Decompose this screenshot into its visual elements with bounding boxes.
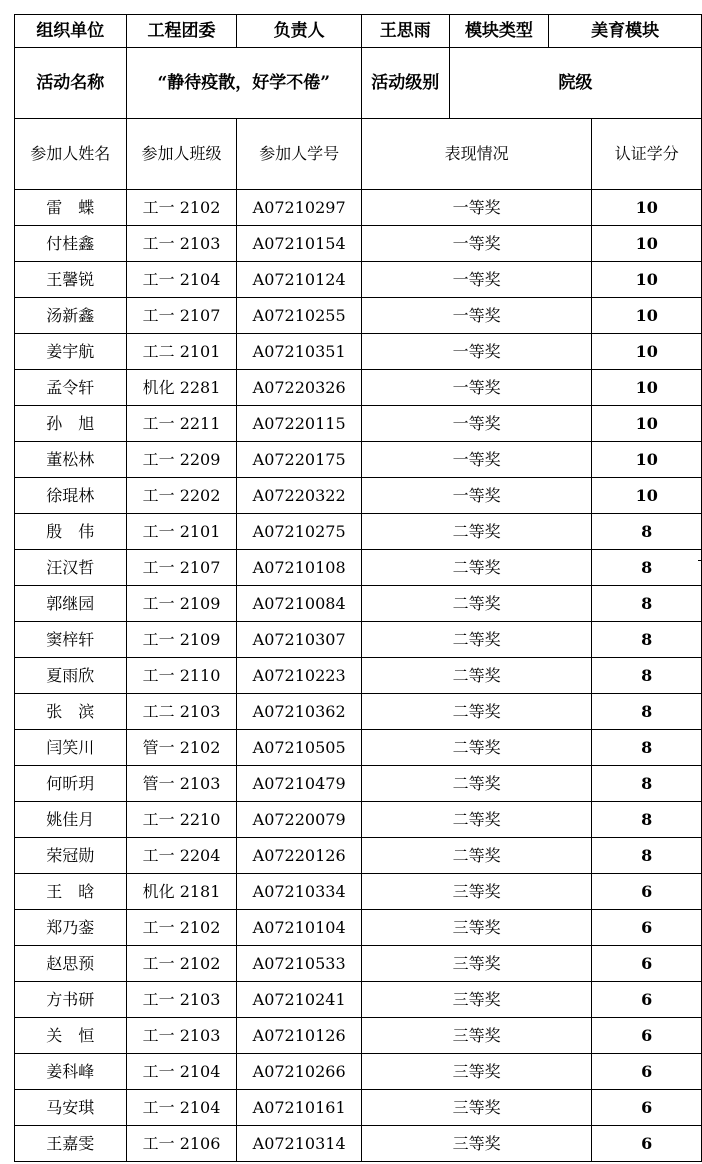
leader-value: 王思雨: [361, 15, 449, 48]
participant-id: A07210255: [237, 298, 361, 334]
participant-class: 管一 2102: [126, 730, 237, 766]
participant-credit: 10: [592, 442, 702, 478]
participant-id: A07210266: [237, 1054, 361, 1090]
participant-credit: 6: [592, 910, 702, 946]
participant-performance: 二等奖: [361, 802, 592, 838]
participant-performance: 二等奖: [361, 658, 592, 694]
participant-class: 工一 2109: [126, 622, 237, 658]
participant-id: A07220326: [237, 370, 361, 406]
participant-credit: 6: [592, 1018, 702, 1054]
org-label: 组织单位: [15, 15, 127, 48]
participant-performance: 一等奖: [361, 190, 592, 226]
participant-id: A07210307: [237, 622, 361, 658]
participant-credit: 10: [592, 226, 702, 262]
participant-performance: 二等奖: [361, 550, 592, 586]
activity-name-label: 活动名称: [15, 48, 127, 119]
participant-performance: 一等奖: [361, 370, 592, 406]
participant-name: 姜科峰: [15, 1054, 127, 1090]
participant-id: A07210223: [237, 658, 361, 694]
participant-performance: 三等奖: [361, 1126, 592, 1162]
participant-class: 工一 2102: [126, 910, 237, 946]
participant-id: A07220126: [237, 838, 361, 874]
participant-performance: 二等奖: [361, 766, 592, 802]
participant-name: 王 晗: [15, 874, 127, 910]
activity-name-value: “静待疫散，好学不倦”: [126, 48, 361, 119]
participant-name: 关 恒: [15, 1018, 127, 1054]
participant-credit: 8: [592, 694, 702, 730]
table-row: [15, 190, 702, 226]
table-row: [15, 694, 702, 730]
participant-performance: 一等奖: [361, 406, 592, 442]
participant-name: 姜宇航: [15, 334, 127, 370]
participant-id: A07220079: [237, 802, 361, 838]
participant-name: 孙 旭: [15, 406, 127, 442]
col-header-class: 参加人班级: [126, 119, 237, 190]
table-row: [15, 802, 702, 838]
participant-id: A07210334: [237, 874, 361, 910]
participant-credit: 10: [592, 190, 702, 226]
table-row: [15, 550, 702, 586]
participant-performance: 一等奖: [361, 478, 592, 514]
participant-credit: 8: [592, 550, 702, 586]
participant-class: 工一 2104: [126, 1054, 237, 1090]
table-row: [15, 982, 702, 1018]
table-row: [15, 838, 702, 874]
table-row: [15, 730, 702, 766]
participant-class: 工一 2102: [126, 190, 237, 226]
participant-id: A07210275: [237, 514, 361, 550]
table-row: [15, 262, 702, 298]
participant-credit: 8: [592, 514, 702, 550]
participant-performance: 二等奖: [361, 730, 592, 766]
table-row: [15, 910, 702, 946]
table-row: [15, 622, 702, 658]
participant-name: 孟令轩: [15, 370, 127, 406]
participant-id: A07210084: [237, 586, 361, 622]
participant-class: 机化 2281: [126, 370, 237, 406]
table-row: [15, 586, 702, 622]
participant-name: 窦梓轩: [15, 622, 127, 658]
participant-id: A07220115: [237, 406, 361, 442]
participant-credit: 10: [592, 334, 702, 370]
participant-class: 工一 2204: [126, 838, 237, 874]
participant-name: 王嘉雯: [15, 1126, 127, 1162]
participant-name: 郑乃銮: [15, 910, 127, 946]
participant-id: A07210362: [237, 694, 361, 730]
table-row: [15, 1054, 702, 1090]
col-header-name: 参加人姓名: [15, 119, 127, 190]
participant-class: 工一 2103: [126, 1018, 237, 1054]
participant-class: 工一 2103: [126, 982, 237, 1018]
participant-name: 雷 蝶: [15, 190, 127, 226]
participant-id: A07220175: [237, 442, 361, 478]
participant-performance: 一等奖: [361, 334, 592, 370]
participant-performance: 三等奖: [361, 982, 592, 1018]
participant-class: 工二 2103: [126, 694, 237, 730]
participant-name: 汤新鑫: [15, 298, 127, 334]
participant-id: A07210505: [237, 730, 361, 766]
participant-id: A07210126: [237, 1018, 361, 1054]
table-row: [15, 442, 702, 478]
table-row: [15, 478, 702, 514]
participant-class: 工一 2103: [126, 226, 237, 262]
activity-level-label: 活动级别: [361, 48, 449, 119]
participant-name: 汪汉哲: [15, 550, 127, 586]
participant-credit: 6: [592, 982, 702, 1018]
participant-id: A07210479: [237, 766, 361, 802]
participant-credit: 10: [592, 478, 702, 514]
participant-performance: 三等奖: [361, 910, 592, 946]
participant-class: 工一 2110: [126, 658, 237, 694]
participant-id: A07210124: [237, 262, 361, 298]
table-row: [15, 1090, 702, 1126]
participant-class: 工一 2107: [126, 550, 237, 586]
participant-performance: 三等奖: [361, 946, 592, 982]
participant-performance: 二等奖: [361, 838, 592, 874]
participant-name: 殷 伟: [15, 514, 127, 550]
header-row: [15, 15, 702, 48]
participant-performance: 三等奖: [361, 1018, 592, 1054]
participant-performance: 二等奖: [361, 514, 592, 550]
participant-performance: 二等奖: [361, 694, 592, 730]
table-row: [15, 370, 702, 406]
participant-credit: 6: [592, 1090, 702, 1126]
participant-class: 工一 2102: [126, 946, 237, 982]
participant-class: 工一 2107: [126, 298, 237, 334]
participant-id: A07210104: [237, 910, 361, 946]
participant-performance: 三等奖: [361, 1054, 592, 1090]
participant-name: 马安琪: [15, 1090, 127, 1126]
participant-credit: 10: [592, 298, 702, 334]
table-row: [15, 226, 702, 262]
col-header-id: 参加人学号: [237, 119, 361, 190]
participant-id: A07210314: [237, 1126, 361, 1162]
table-row: [15, 766, 702, 802]
participant-name: 闫笑川: [15, 730, 127, 766]
column-header-row: [15, 119, 702, 190]
participant-credit: 8: [592, 658, 702, 694]
table-row: [15, 1018, 702, 1054]
participant-name: 方书研: [15, 982, 127, 1018]
participant-class: 工一 2101: [126, 514, 237, 550]
participant-name: 夏雨欣: [15, 658, 127, 694]
activity-level-value: 院级: [449, 48, 701, 119]
margin-mark: [698, 560, 702, 561]
col-header-credit: 认证学分: [592, 119, 702, 190]
participant-performance: 二等奖: [361, 622, 592, 658]
participant-credit: 8: [592, 766, 702, 802]
table-row: [15, 946, 702, 982]
participant-name: 付桂鑫: [15, 226, 127, 262]
participant-class: 机化 2181: [126, 874, 237, 910]
participant-id: A07210108: [237, 550, 361, 586]
participant-class: 工一 2211: [126, 406, 237, 442]
participant-name: 赵思预: [15, 946, 127, 982]
participant-id: A07210241: [237, 982, 361, 1018]
participant-name: 徐琨林: [15, 478, 127, 514]
participant-credit: 8: [592, 802, 702, 838]
participant-class: 工一 2109: [126, 586, 237, 622]
activity-row: [15, 48, 702, 119]
participant-credit: 8: [592, 730, 702, 766]
participant-class: 工一 2106: [126, 1126, 237, 1162]
participant-credit: 6: [592, 874, 702, 910]
award-credit-table: [14, 14, 702, 1162]
participant-performance: 三等奖: [361, 1090, 592, 1126]
module-value: 美育模块: [549, 15, 702, 48]
participant-name: 张 滨: [15, 694, 127, 730]
participant-id: A07210297: [237, 190, 361, 226]
col-header-performance: 表现情况: [361, 119, 592, 190]
table-row: [15, 298, 702, 334]
participant-name: 何昕玥: [15, 766, 127, 802]
participant-class: 工一 2210: [126, 802, 237, 838]
participant-credit: 8: [592, 622, 702, 658]
participant-name: 姚佳月: [15, 802, 127, 838]
participant-class: 工二 2101: [126, 334, 237, 370]
participant-performance: 一等奖: [361, 298, 592, 334]
participant-credit: 10: [592, 262, 702, 298]
participant-id: A07210154: [237, 226, 361, 262]
participant-credit: 10: [592, 370, 702, 406]
module-label: 模块类型: [449, 15, 549, 48]
participant-credit: 6: [592, 1126, 702, 1162]
participant-id: A07210161: [237, 1090, 361, 1126]
participant-performance: 一等奖: [361, 226, 592, 262]
table-row: [15, 514, 702, 550]
participant-credit: 6: [592, 946, 702, 982]
participant-class: 工一 2209: [126, 442, 237, 478]
table-row: [15, 874, 702, 910]
participant-id: A07220322: [237, 478, 361, 514]
participant-performance: 三等奖: [361, 874, 592, 910]
participant-name: 荣冠勋: [15, 838, 127, 874]
participant-credit: 8: [592, 838, 702, 874]
participant-class: 管一 2103: [126, 766, 237, 802]
table-row: [15, 334, 702, 370]
table-row: [15, 658, 702, 694]
participant-performance: 二等奖: [361, 586, 592, 622]
participant-id: A07210351: [237, 334, 361, 370]
participant-credit: 10: [592, 406, 702, 442]
participant-credit: 6: [592, 1054, 702, 1090]
table-row: [15, 1126, 702, 1162]
participant-performance: 一等奖: [361, 262, 592, 298]
participant-name: 董松林: [15, 442, 127, 478]
participant-class: 工一 2104: [126, 262, 237, 298]
participant-name: 王馨锐: [15, 262, 127, 298]
leader-label: 负责人: [237, 15, 361, 48]
participant-class: 工一 2104: [126, 1090, 237, 1126]
participant-name: 郭继园: [15, 586, 127, 622]
participant-credit: 8: [592, 586, 702, 622]
participant-id: A07210533: [237, 946, 361, 982]
participant-performance: 一等奖: [361, 442, 592, 478]
participant-class: 工一 2202: [126, 478, 237, 514]
table-row: [15, 406, 702, 442]
org-value: 工程团委: [126, 15, 237, 48]
